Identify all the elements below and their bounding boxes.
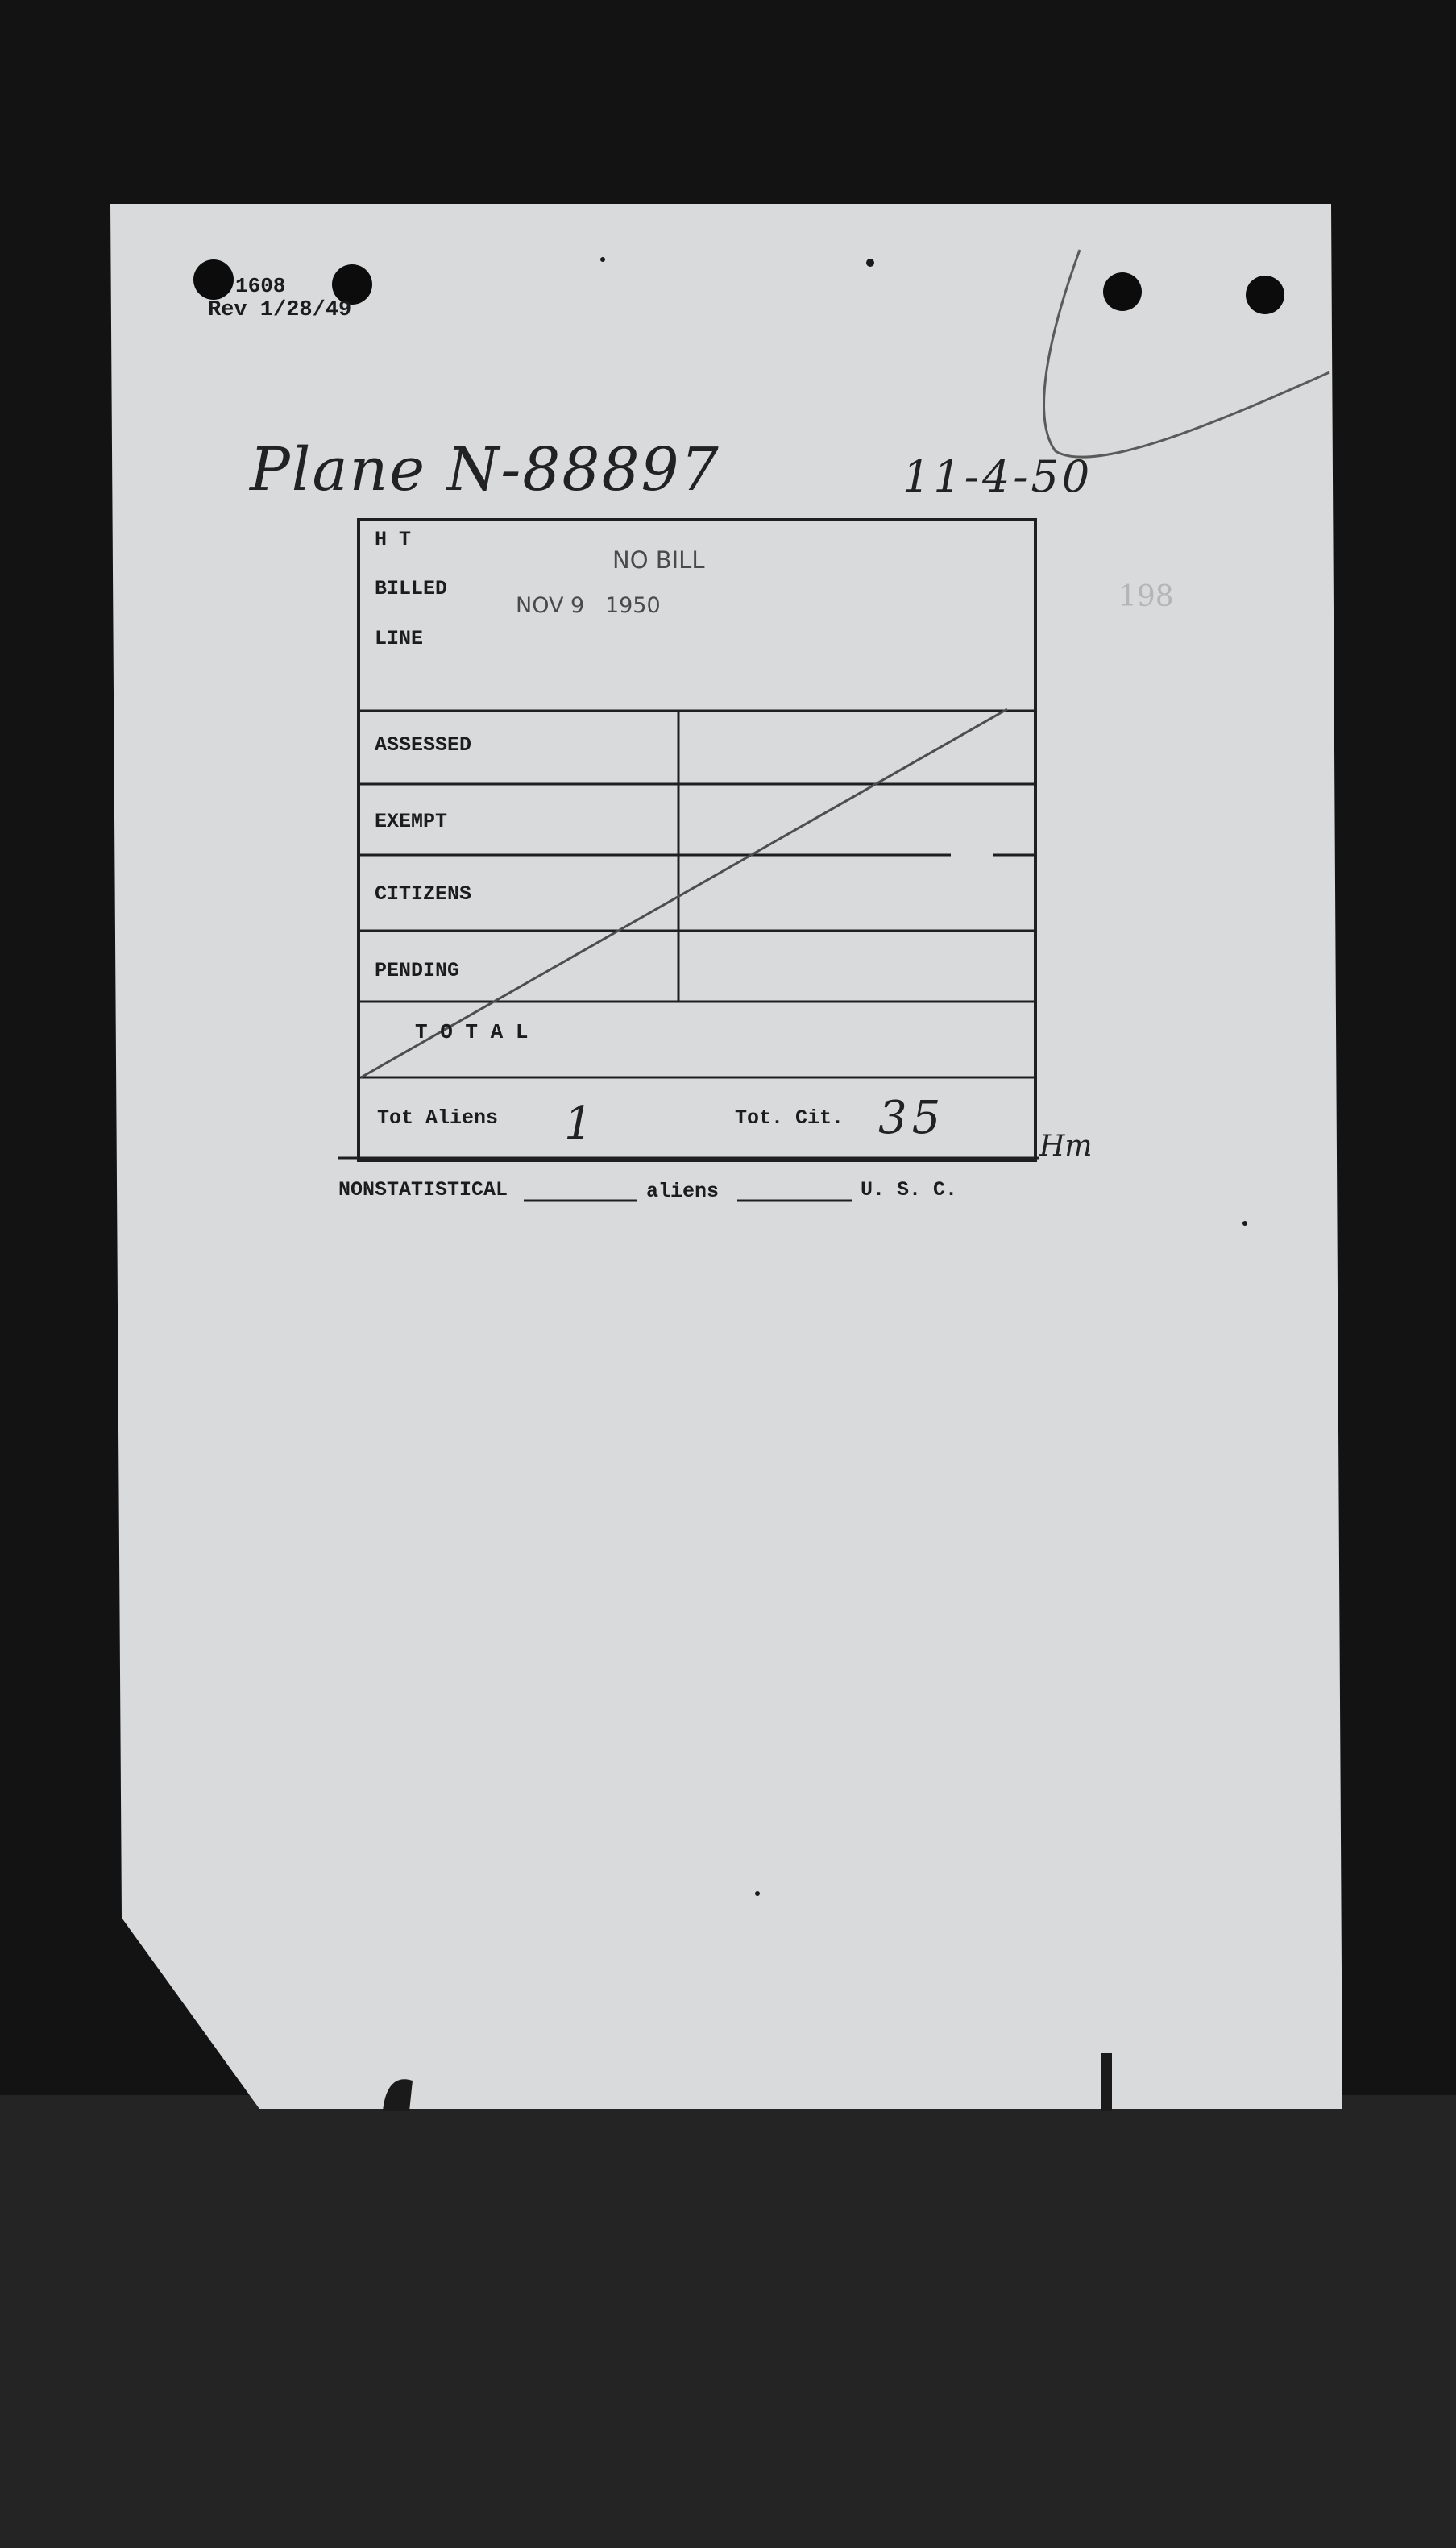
- tot-cit-value: 35: [878, 1092, 946, 1144]
- plane-number: Plane N-88897: [250, 435, 720, 504]
- page-number-stamp: 198: [1118, 580, 1174, 613]
- line-label: LINE: [375, 627, 424, 650]
- exempt-label: EXEMPT: [375, 810, 448, 833]
- tot-aliens-label: Tot Aliens: [377, 1106, 499, 1130]
- usc-label: U. S. C.: [861, 1178, 958, 1201]
- handwritten-date: 11-4-50: [902, 451, 1093, 502]
- form-revision: Rev 1/28/49: [208, 298, 352, 322]
- form-number: 1608: [235, 274, 286, 298]
- no-bill-stamp: NO BILL: [612, 546, 705, 574]
- pending-label: PENDING: [375, 959, 460, 982]
- citizens-label: CITIZENS: [375, 882, 472, 906]
- tot-aliens-value: 1: [564, 1098, 593, 1150]
- total-label: T O T A L: [415, 1020, 529, 1044]
- aliens-label: aliens: [646, 1180, 720, 1203]
- assessed-label: ASSESSED: [375, 733, 472, 757]
- edge-mark: [1101, 2053, 1112, 2111]
- nonstatistical-label: NONSTATISTICAL: [338, 1178, 508, 1201]
- ht-label: H T: [375, 528, 412, 551]
- punch-hole: [193, 259, 234, 300]
- initials: Hm: [1039, 1130, 1093, 1163]
- billed-label: BILLED: [375, 577, 448, 600]
- tot-cit-label: Tot. Cit.: [735, 1106, 844, 1130]
- punch-hole: [1246, 276, 1284, 314]
- punch-hole: [1103, 272, 1142, 311]
- date-stamp: NOV 9 1950: [516, 593, 661, 618]
